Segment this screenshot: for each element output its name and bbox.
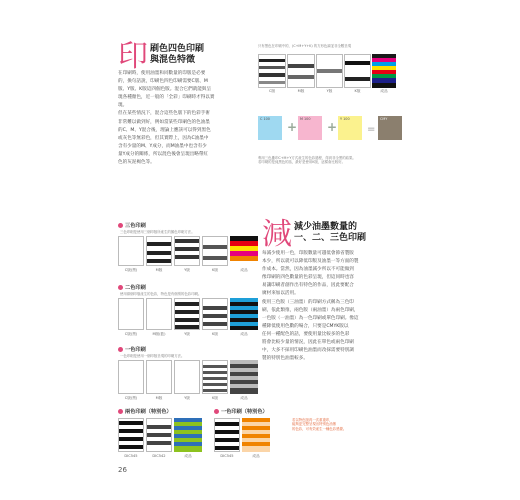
swatch-label: C版 <box>268 89 276 93</box>
swatch-m <box>287 54 315 88</box>
section-initial-char: 印 <box>118 39 148 74</box>
section-desc: 一色印刷是使用一個印版呈現的印刷方法。 <box>120 354 185 358</box>
bullet-icon <box>118 223 123 228</box>
bullet-icon <box>214 409 219 414</box>
section-three-color <box>118 222 146 229</box>
plate-result <box>174 418 202 452</box>
plate-label: M版(藍) <box>152 332 166 336</box>
plate-label: DIC545 <box>124 454 138 458</box>
section-title <box>294 222 366 244</box>
plate <box>202 236 228 266</box>
plus-icon: + <box>327 120 338 134</box>
plate-result <box>230 298 258 330</box>
plate-label: 成品 <box>252 454 260 458</box>
plus-icon: + <box>287 120 298 134</box>
plate-row-one <box>118 360 258 394</box>
bullet-icon <box>118 347 123 352</box>
swatch-result <box>372 54 396 88</box>
mix-label: Y 100 <box>340 117 350 121</box>
plate <box>146 236 172 266</box>
plate-label: C版(黑) <box>124 268 138 272</box>
section-title: 一色印刷（特別色） <box>221 409 268 415</box>
plate <box>174 298 200 330</box>
plate-labels <box>118 454 204 460</box>
plate-result <box>242 418 270 452</box>
bottom-note: 若以特色版再一次重複印， 能夠更完整呈現出特別色油墨 的色彩，可有效產生一種色彩感覺。 <box>292 418 347 431</box>
swatch-k <box>344 54 371 88</box>
section-title: 三色印刷 <box>125 223 146 229</box>
bottom-body-text: 每減少使用一色，印版數量可越低會節省製版 本少，所以就可以降低印版及油墨一等方面的製 作成本。當然，因為油墨減少所以不可能做到 像印刷的四色數量的色彩呈現，但這同時也容 易讓印刷者創作出有特色的作品，因此要配合 廣材來加以活用。 使用三色版（三油墨）的印刷方式稱為三色印 刷，依此類推，兩色版（兩油墨）為兩色印刷， 一色版（一油墨）為一色印刷或單色印刷。像這 種降低使用色數的場合，只要是CMYK版以 任何一種配色的話，要使用量比較多的色彩 將會比較少量的情況，因此在單色或兩色印刷 中，大多不採用印刷色油墨而改採需要特別調 製的特別色油墨較多。 <box>262 251 359 362</box>
color-mix-figure <box>258 110 408 150</box>
mix-label: CMY <box>380 117 388 121</box>
bullet-icon <box>118 285 123 290</box>
title-line-2: 與混色特徵 <box>150 55 196 65</box>
plate-label: 成品 <box>184 454 192 458</box>
plate-result <box>230 236 258 266</box>
bullet-icon <box>118 409 123 414</box>
plate-row-two-spot <box>118 418 204 452</box>
plate-row-one-spot <box>214 418 272 452</box>
section-title <box>150 44 204 66</box>
plate-label: 成品 <box>240 268 248 272</box>
cmyk-swatch-figure <box>258 54 396 88</box>
swatch-label: 成品 <box>380 89 388 93</box>
swatch-label: Y版 <box>326 89 333 93</box>
plate-label: DIC545 <box>220 454 234 458</box>
figure-caption: 只有黑色在印刷中的，(C+M+Y+K) 的方形色調並非全數呈現 <box>258 44 352 48</box>
plate-row-three <box>118 236 258 266</box>
plate-label: M版 <box>155 396 163 400</box>
plate <box>174 360 200 394</box>
section-two-color <box>118 284 146 291</box>
title-line-1: 刷色四色印刷 <box>150 44 205 54</box>
swatch-y <box>316 54 343 88</box>
plate-row-two <box>118 298 258 330</box>
plate <box>202 360 228 394</box>
plate-labels <box>214 454 272 460</box>
plate-label: K版 <box>212 396 218 400</box>
section-desc: 三色印刷是使用三個印版所產生的顏色印刷方法。 <box>120 230 195 234</box>
plate <box>202 298 228 330</box>
plate-labels <box>118 396 258 402</box>
plate-label: Y版 <box>184 396 190 400</box>
section-title: 二色印刷 <box>125 285 146 291</box>
plate-label: 成品 <box>240 396 248 400</box>
swatch-label: M版 <box>297 89 305 93</box>
page-number: 26 <box>118 466 127 474</box>
title-line-1: 減少油墨數量的 <box>294 222 358 232</box>
section-title: 一色印刷 <box>125 347 146 353</box>
plate-labels <box>118 268 258 274</box>
section-one-spot-color <box>214 408 268 415</box>
section-one-color <box>118 346 146 353</box>
mix-label: C 100 <box>260 117 270 121</box>
plate-result <box>230 360 258 394</box>
plate-label: M版 <box>155 268 163 272</box>
section-two-spot-color <box>118 408 172 415</box>
swatch-c <box>258 54 286 88</box>
figure-note: 利用三色疊印C+M+Y方式產生的色彩過程，得到非全黑的結果。 若印刷的是純黑色的話，最好是使用K版，這樣會比較好。 <box>258 156 356 165</box>
plate-label: K版 <box>212 268 218 272</box>
plate-labels <box>118 332 258 338</box>
section-title: 兩色印刷（特別色） <box>125 409 172 415</box>
plate <box>118 360 144 394</box>
plate <box>214 418 240 452</box>
top-body-text: 在印刷時，使用油墨和同數量的印版是必要 的，換句話說，印刷色四色印刷需要C版、M 版、Y版、K版這四個色版。混合它們就能與呈 現各種顏色，近一般的「全彩」印刷時才得以實 現。 但在某些情況下，混合這些色版下的色彩手術 非常難以做到好，例如當某些印刷色的色油墨 的C、M、Y混合後，理論上應該可以得到黑色 或灰色等無彩色，但其實際上，因為C油墨中 含有少量的M、Y成分，而M油墨中也含有少 量Y成分的關係，所以混色後會呈現出略帶紅 色的灰泥褐色等。 <box>118 71 215 166</box>
plate <box>118 298 144 330</box>
section-initial-char: 減 <box>262 217 292 252</box>
plate-label: K版 <box>212 332 218 336</box>
section-desc: 使用兩個印版產生的色彩，特色是有個別的色彩印刷。 <box>120 292 202 296</box>
plate <box>146 298 172 330</box>
equals-icon: = <box>367 124 376 135</box>
swatch-labels <box>258 89 396 95</box>
plate <box>146 360 172 394</box>
plate <box>118 418 144 452</box>
plate-label: DIC542 <box>152 454 166 458</box>
plate-label: Y版 <box>184 268 190 272</box>
plate <box>146 418 172 452</box>
plate <box>174 236 200 266</box>
swatch-label: K版 <box>354 89 361 93</box>
plate-label: Y版 <box>184 332 190 336</box>
title-line-2: 一、二、三色印刷 <box>294 233 367 243</box>
plate-label: C版(黑) <box>124 396 138 400</box>
plate-label: C版(黑) <box>124 332 138 336</box>
plate-label: 成品 <box>240 332 248 336</box>
plate <box>118 236 144 266</box>
mix-label: M 100 <box>300 117 311 121</box>
